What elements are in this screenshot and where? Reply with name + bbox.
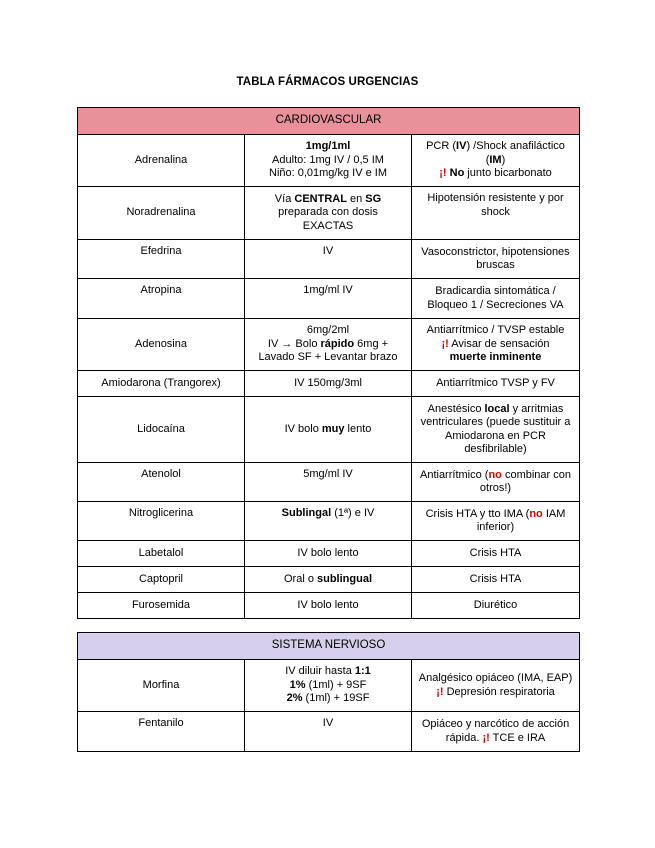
drug-use: [412, 397, 580, 463]
drug-name: Lidocaína: [78, 397, 245, 463]
dose-text: 6mg/2ml: [306, 324, 350, 337]
table-row: [78, 187, 580, 240]
drug-name: Noradrenalina: [78, 187, 245, 240]
dose-text: 1mg/1ml: [305, 140, 351, 153]
dose-text: Oral o: [283, 572, 317, 585]
dose-text: Lavado SF + Levantar brazo: [258, 351, 398, 364]
drug-dose: [245, 397, 412, 463]
use-text-red: no: [488, 468, 502, 481]
table-row: [78, 593, 580, 619]
use-text: IV: [456, 140, 467, 153]
use-text: y arritmias ventriculares (puede sustituir a Amiodarona en PCR desfibrilable): [420, 402, 571, 455]
drug-dose: [245, 660, 412, 712]
drug-dose: [245, 502, 412, 541]
use-text: local: [484, 402, 510, 415]
alert-icon: ¡!: [439, 167, 447, 180]
use-text: TCE e IRA: [489, 731, 546, 744]
drug-dose: IV: [245, 240, 412, 279]
use-text: junto bicarbonato: [464, 167, 552, 180]
drug-dose: [245, 187, 412, 240]
drug-name: Morfina: [78, 660, 245, 712]
use-text: No: [449, 167, 465, 180]
dose-text: IV bolo: [284, 422, 322, 435]
dose-text: muy: [321, 422, 345, 435]
table-row: [78, 463, 580, 502]
dose-text: Niño: 0,01mg/kg IV e IM: [269, 167, 387, 180]
dose-text: EXACTAS: [302, 219, 354, 232]
table-row: [78, 541, 580, 567]
page-title: TABLA FÁRMACOS URGENCIAS: [236, 76, 419, 88]
table-row: [78, 279, 580, 319]
use-text: IM: [489, 153, 502, 166]
dose-text: Sublingal: [281, 507, 332, 519]
use-text: Analgésico opiáceo (IMA, EAP): [418, 672, 573, 684]
drug-dose: IV bolo lento: [245, 541, 412, 567]
dose-text: 1:1: [354, 665, 371, 678]
section-header-row: [78, 633, 580, 660]
use-text: muerte inminente: [449, 351, 542, 364]
dose-text: 1%: [289, 678, 306, 691]
drug-name: Furosemida: [78, 593, 245, 619]
drug-use: [412, 660, 580, 712]
table-row: [78, 712, 580, 752]
use-text-red: no: [529, 507, 543, 520]
use-text: Antiarrítmico (: [419, 468, 489, 481]
drug-dose: 1mg/ml IV: [245, 279, 412, 319]
drug-name: Adrenalina: [78, 135, 245, 187]
drug-name: Adenosina: [78, 319, 245, 371]
drug-name: Labetalol: [78, 541, 245, 567]
use-text: IAM inferior): [476, 507, 566, 533]
dose-text: Vía: [274, 192, 295, 205]
drug-use: Crisis HTA: [412, 541, 580, 567]
use-text: Depresión respiratoria: [443, 685, 555, 698]
drug-use: Diurético: [412, 593, 580, 619]
drug-name: Atenolol: [78, 463, 245, 502]
section-header-row: [78, 108, 580, 135]
table-row: [78, 240, 580, 279]
use-text: Crisis HTA y tto IMA (: [425, 507, 530, 520]
use-text: PCR (: [426, 140, 457, 153]
drug-use: Antiarrítmico TVSP y FV: [412, 371, 580, 397]
dose-text: rápido: [320, 337, 355, 350]
dose-text: 6mg +: [354, 337, 389, 350]
drug-dose: [245, 135, 412, 187]
dose-text: CENTRAL: [294, 192, 347, 205]
cardiovascular-table: [77, 107, 580, 619]
dose-text: SG: [365, 192, 382, 205]
table-row: [78, 567, 580, 593]
dose-text: (1ml) + 19SF: [302, 692, 370, 705]
use-text: ) /Shock anafiláctico: [466, 140, 565, 153]
drug-use: [412, 502, 580, 541]
use-text: Anestésico: [427, 402, 485, 415]
drug-use: [412, 319, 580, 371]
drug-use: [412, 463, 580, 502]
table-row: [78, 397, 580, 463]
drug-name: Fentanilo: [78, 712, 245, 752]
drug-dose: IV 150mg/3ml: [245, 371, 412, 397]
dose-text: 2%: [286, 692, 303, 705]
section-header-sistema-nervioso: SISTEMA NERVIOSO: [78, 633, 580, 660]
drug-name: Amiodarona (Trangorex): [78, 371, 245, 397]
use-text: combinar con otros!): [479, 468, 571, 494]
use-text: (: [485, 153, 490, 166]
table-row: [78, 502, 580, 541]
drug-use: Crisis HTA: [412, 567, 580, 593]
dose-text: (1ª) e IV: [331, 507, 375, 519]
drug-dose: IV bolo lento: [245, 593, 412, 619]
dose-text: preparada con dosis: [278, 206, 378, 219]
alert-icon: ¡!: [482, 731, 490, 744]
table-row: [78, 371, 580, 397]
use-text: Antiarrítmico / TVSP estable: [426, 324, 565, 337]
drug-use: [412, 712, 580, 752]
drug-use: [412, 135, 580, 187]
drug-dose: [245, 567, 412, 593]
drug-use: Bradicardia sintomática / Bloqueo 1 / Secreciones VA: [412, 279, 580, 319]
dose-text: Adulto: 1mg IV / 0,5 IM: [272, 153, 384, 166]
use-text: ): [501, 153, 506, 166]
use-text: Opiáceo y narcótico de acción rápida.: [421, 718, 570, 744]
section-header-cardiovascular: CARDIOVASCULAR: [78, 108, 580, 135]
table-row: [78, 660, 580, 712]
drug-name: Nitroglicerina: [78, 502, 245, 541]
table-row: [78, 135, 580, 187]
drug-name: Efedrina: [78, 240, 245, 279]
drug-name: Captopril: [78, 567, 245, 593]
drug-name: Atropina: [78, 279, 245, 319]
dose-text: IV → Bolo: [267, 337, 321, 350]
table-row: [78, 319, 580, 371]
dose-text: (1ml) + 9SF: [305, 678, 367, 691]
dose-text: sublingual: [317, 572, 372, 585]
alert-icon: ¡!: [441, 337, 449, 350]
drug-dose: 5mg/ml IV: [245, 463, 412, 502]
drug-dose: [245, 319, 412, 371]
drug-dose: IV: [245, 712, 412, 752]
drug-use: Hipotensión resistente y por shock: [412, 187, 580, 240]
use-text: Avisar de sensación: [448, 337, 550, 350]
dose-text: lento: [344, 422, 372, 435]
dose-text: en: [346, 192, 366, 205]
drug-use: Vasoconstrictor, hipotensiones bruscas: [412, 240, 580, 279]
dose-text: IV diluir hasta: [285, 665, 355, 678]
sistema-nervioso-table: [77, 632, 580, 752]
alert-icon: ¡!: [436, 685, 444, 698]
